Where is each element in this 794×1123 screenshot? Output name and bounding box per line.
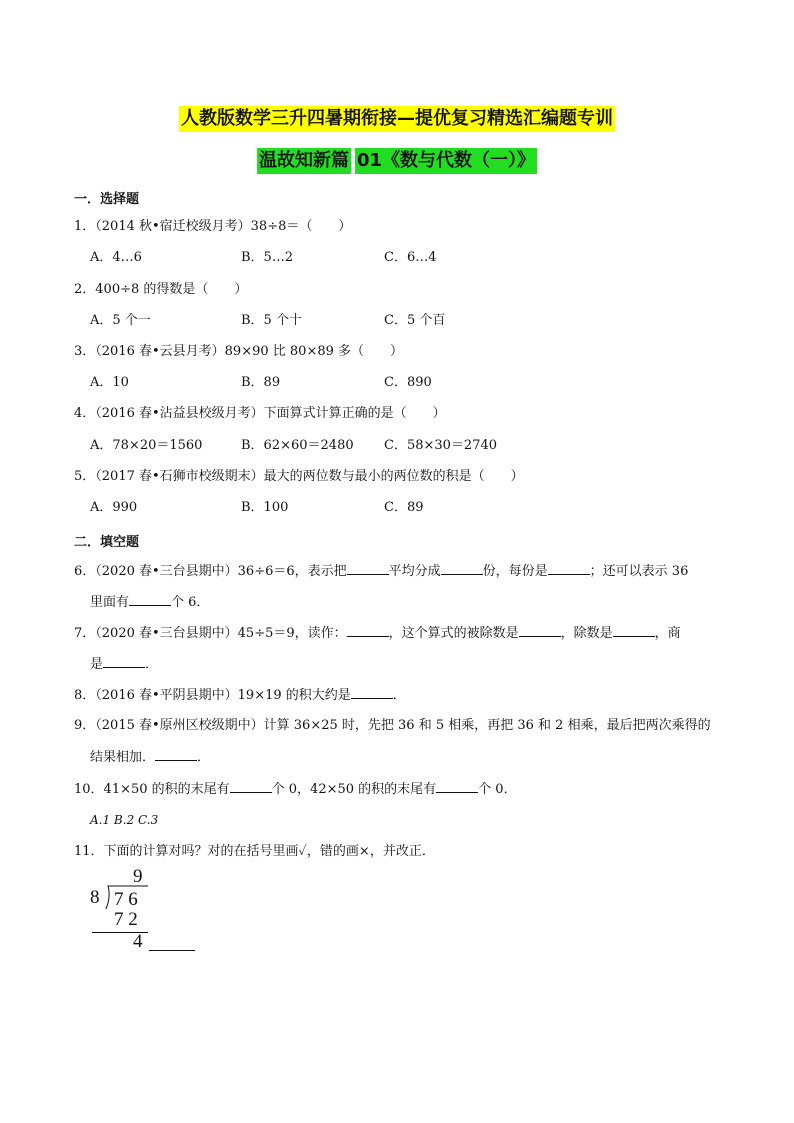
question-4: 4．（2016 春•沾益县校级月考）下面算式计算正确的是（ ）	[74, 406, 446, 421]
question-2: 2．400÷8 的得数是（ ）	[74, 282, 248, 297]
q4-option-c: C．58×30＝2740	[384, 438, 498, 453]
q7-text-d: ，商	[654, 626, 681, 641]
question-11: 11．下面的计算对吗？对的在括号里画✓，错的画×，并改正．	[74, 844, 435, 859]
answer-blank[interactable]	[441, 562, 483, 575]
question-6-line1	[74, 562, 688, 581]
answer-blank[interactable]	[129, 593, 171, 606]
q6-text-d: ；还可以表示 36	[589, 564, 689, 579]
division-dividend: 7 6	[114, 889, 138, 910]
q7-text-b: ，这个算式的被除数是	[388, 626, 519, 641]
answer-blank[interactable]	[149, 950, 195, 951]
title-text: 人教版数学三升四暑期衔接—提优复习精选汇编题专训	[179, 106, 615, 132]
answer-blank[interactable]	[155, 748, 197, 761]
q5-option-b: B．100	[241, 500, 289, 515]
answer-blank[interactable]	[103, 655, 145, 668]
division-remainder: 4	[133, 931, 143, 952]
division-product: 7 2	[114, 909, 138, 930]
q10-options: A.1 B.2 C.3	[90, 813, 159, 827]
q9-text-b: 结果相加．	[90, 750, 156, 765]
subtitle-part2: 01《数与代数（一）》	[355, 148, 537, 174]
q5-option-c: C．89	[384, 500, 424, 515]
q2-option-c: C．5 个百	[384, 313, 446, 328]
q3-option-c: C．890	[384, 375, 432, 390]
answer-blank[interactable]	[351, 686, 393, 699]
q4-option-a: A．78×20＝1560	[90, 438, 203, 453]
subtitle-part1: 温故知新篇	[257, 148, 351, 174]
q3-option-b: B．89	[241, 375, 281, 390]
answer-blank[interactable]	[347, 562, 389, 575]
question-6-line2	[90, 593, 209, 612]
q7-text-a: 7．（2020 春•三台县期中）45÷5＝9，读作：	[74, 626, 347, 641]
q9-text-c: ．	[197, 750, 211, 765]
answer-blank[interactable]	[436, 780, 478, 793]
q10-text-c: 个 0．	[478, 782, 517, 797]
q1-option-a: A．4…6	[90, 250, 142, 265]
answer-blank[interactable]	[519, 624, 561, 637]
q7-text-c: ，除数是	[560, 626, 613, 641]
q6-text-c: 份，每份是	[482, 564, 548, 579]
question-10	[74, 780, 517, 799]
q7-text-f: ．	[145, 657, 159, 672]
q10-text-b: 个 0，42×50 的积的末尾有	[271, 782, 437, 797]
answer-blank[interactable]	[230, 780, 272, 793]
q6-text-f: 个 6．	[171, 595, 210, 610]
q3-option-a: A．10	[90, 375, 129, 390]
page-subtitle	[0, 148, 794, 174]
q2-option-a: A．5 个一	[90, 313, 151, 328]
q10-text-a: 10．41×50 的积的末尾有	[74, 782, 230, 797]
q7-text-e: 是	[90, 657, 104, 672]
question-7-line1	[74, 624, 681, 643]
q1-option-b: B．5…2	[241, 250, 294, 265]
q6-text-a: 6．（2020 春•三台县期中）36÷6＝6，表示把	[74, 564, 347, 579]
q6-text-e: 里面有	[90, 595, 130, 610]
question-5: 5．（2017 春•石狮市校级期末）最大的两位数与最小的两位数的积是（ ）	[74, 469, 524, 484]
answer-blank[interactable]	[347, 624, 389, 637]
question-8	[74, 686, 406, 705]
question-9-line2	[90, 748, 210, 767]
q6-text-b: 平均分成	[388, 564, 441, 579]
answer-blank[interactable]	[613, 624, 655, 637]
division-quotient: 9	[133, 866, 143, 887]
q1-option-c: C．6…4	[384, 250, 437, 265]
page-title	[0, 106, 794, 132]
question-3: 3．（2016 春•云县月考）89×90 比 80×89 多（ ）	[74, 344, 404, 359]
q5-option-a: A．990	[90, 500, 138, 515]
answer-blank[interactable]	[548, 562, 590, 575]
question-9-line1: 9．（2015 春•原州区校级期中）计算 36×25 时，先把 36 和 5 相乘，再把 36 和 2 相乘，最后把两次乘得的	[74, 718, 711, 733]
division-divisor: 8	[90, 887, 100, 908]
section-choice: 一．选择题	[74, 192, 140, 207]
q4-option-b: B．62×60＝2480	[241, 438, 354, 453]
question-1: 1．（2014 秋•宿迁校级月考）38÷8＝（ ）	[74, 219, 352, 234]
question-7-line2	[90, 655, 158, 674]
q8-text-a: 8．（2016 春•平阴县期中）19×19 的积大约是	[74, 688, 351, 703]
section-fill: 二．填空题	[74, 535, 140, 550]
q8-text-b: ．	[392, 688, 406, 703]
q2-option-b: B．5 个十	[241, 313, 302, 328]
